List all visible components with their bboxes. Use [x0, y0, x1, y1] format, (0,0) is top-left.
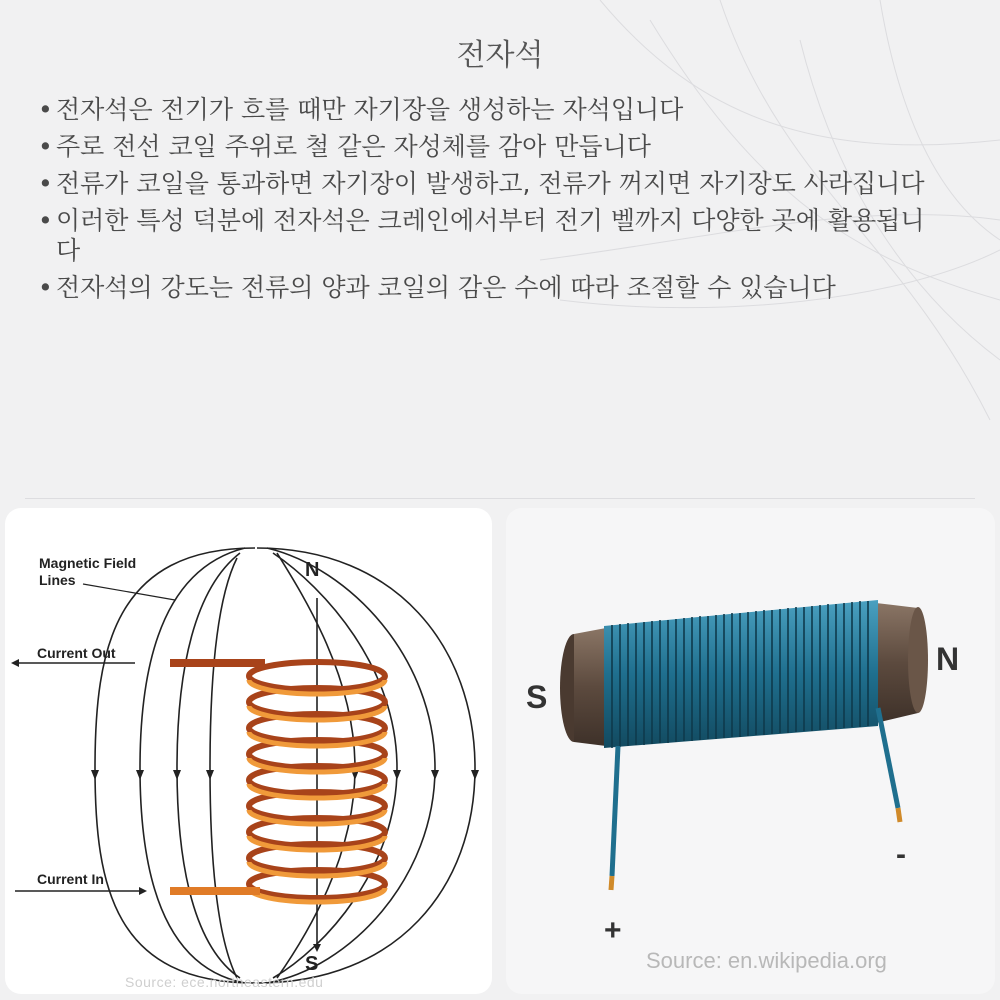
- north-pole-label: N: [936, 641, 960, 677]
- electromagnet-field-diagram: [5, 508, 492, 994]
- south-pole-label: S: [526, 679, 548, 715]
- section-divider: [25, 498, 975, 499]
- source-credit: Source: ece.northeastern.edu: [125, 974, 324, 990]
- electromagnet-3d-illustration: [506, 508, 995, 994]
- field-lines-label-2: Lines: [39, 572, 76, 588]
- current-in-label: Current In: [37, 871, 104, 887]
- label-pointer: [83, 584, 175, 600]
- south-pole-label: S: [305, 953, 319, 975]
- current-out-label: Current Out: [37, 645, 116, 661]
- bullet-list: [38, 95, 938, 310]
- coil-3d-svg: [506, 508, 995, 994]
- bullet-item: • 이러한 특성 덕분에 전자석은 크레인에서부터 전기 벨까지 다양한 곳에 활용됩니다: [38, 206, 938, 266]
- north-pole-label: N: [305, 559, 320, 581]
- page-title: 전자석: [456, 38, 544, 73]
- field-diagram-svg: [5, 508, 492, 994]
- bullet-item: • 전자석은 전기가 흐를 때만 자기장을 생성하는 자석입니다: [38, 95, 938, 125]
- positive-terminal-label: +: [604, 914, 622, 947]
- copper-coil: [170, 662, 385, 902]
- field-lines-label-1: Magnetic Field: [39, 555, 137, 571]
- bullet-item: • 전자석의 강도는 전류의 양과 코일의 감은 수에 따라 조절할 수 있습니다: [38, 273, 938, 303]
- wire-coil: [604, 600, 878, 748]
- bullet-item: • 주로 전선 코일 주위로 철 같은 자성체를 감아 만듭니다: [38, 132, 938, 162]
- negative-terminal-label: -: [896, 838, 906, 871]
- source-credit: Source: en.wikipedia.org: [646, 948, 887, 973]
- bullet-item: • 전류가 코일을 통과하면 자기장이 발생하고, 전류가 꺼지면 자기장도 사라집니다: [38, 169, 938, 199]
